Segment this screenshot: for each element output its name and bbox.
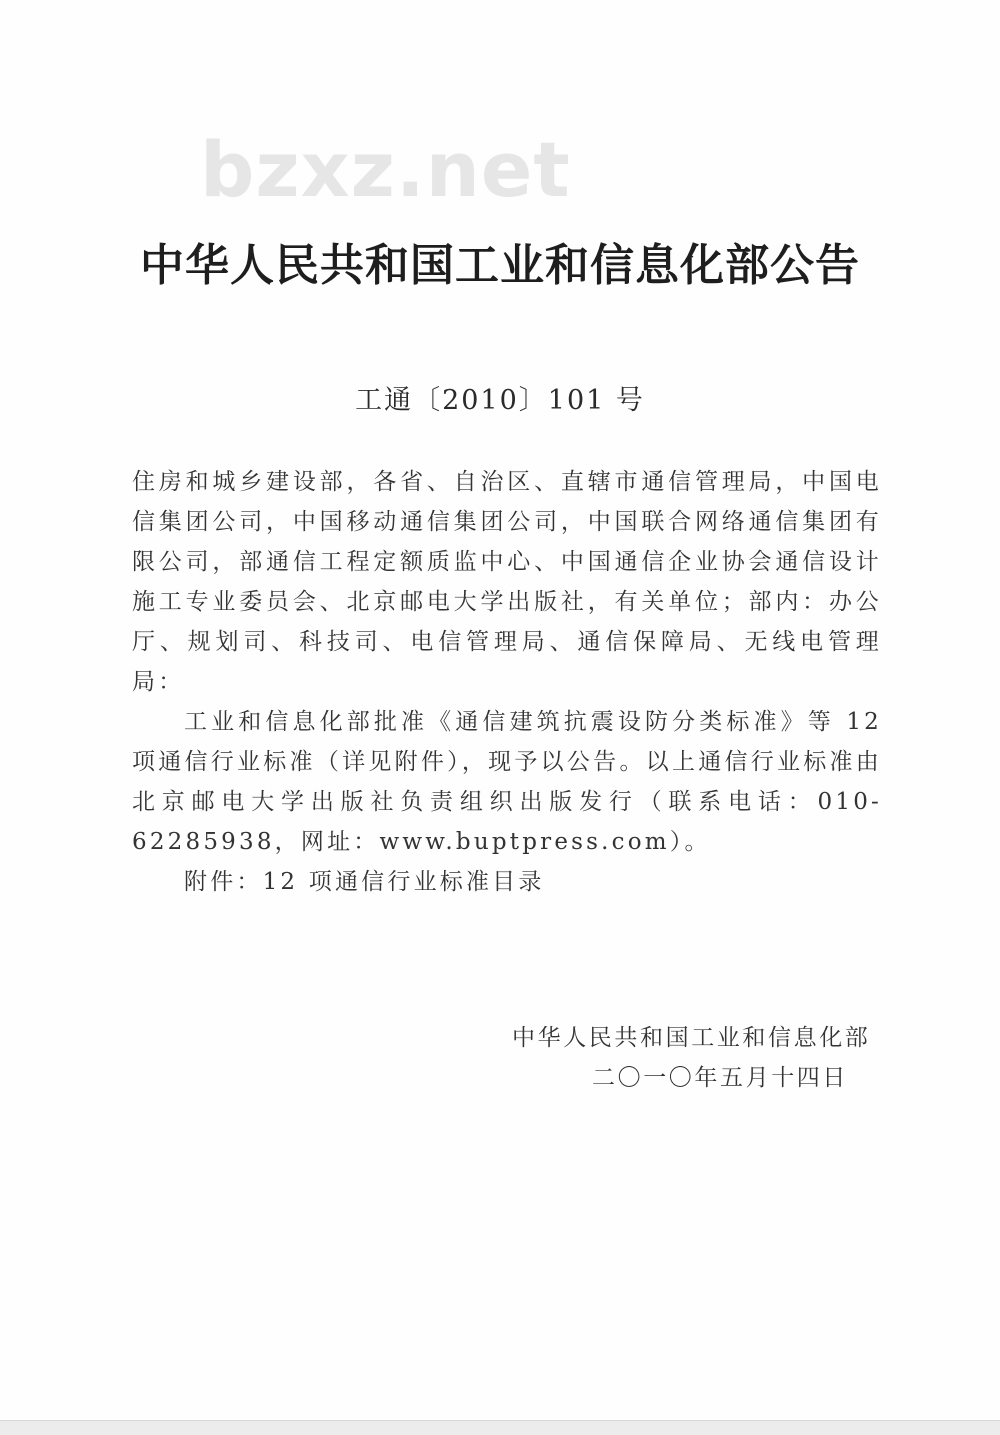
watermark: bzxz.net [200,125,571,214]
announcement-paragraph: 工业和信息化部批准《通信建筑抗震设防分类标准》等 12 项通信行业标准（详见附件），现予以公告。以上通信行业标准由北京邮电大学出版社负责组织出版发行（联系电话：010-62285938，网址：www.buptpress.com）。 [132,709,882,855]
attachment-line: 附件：12 项通信行业标准目录 [184,869,545,895]
issue-date: 二〇一〇年五月十四日 [592,1065,848,1091]
viewer-bottom-bar [0,1420,1000,1435]
signature-block [512,1018,870,1098]
issuer-name: 中华人民共和国工业和信息化部 [512,1025,871,1051]
document-body [132,462,882,902]
addressees-paragraph: 住房和城乡建设部，各省、自治区、直辖市通信管理局，中国电信集团公司，中国移动通信集团公司，中国联合网络通信集团有限公司，部通信工程定额质监中心、中国通信企业协会通信设计施工专业委员会、北京邮电大学出版社，有关单位；部内：办公厅、规划司、科技司、电信管理局、通信保障局、无线电管理局： [132,469,882,695]
document-title: 中华人民共和国工业和信息化部公告 [140,240,860,291]
document-number: 工通〔2010〕101 号 [355,385,645,416]
